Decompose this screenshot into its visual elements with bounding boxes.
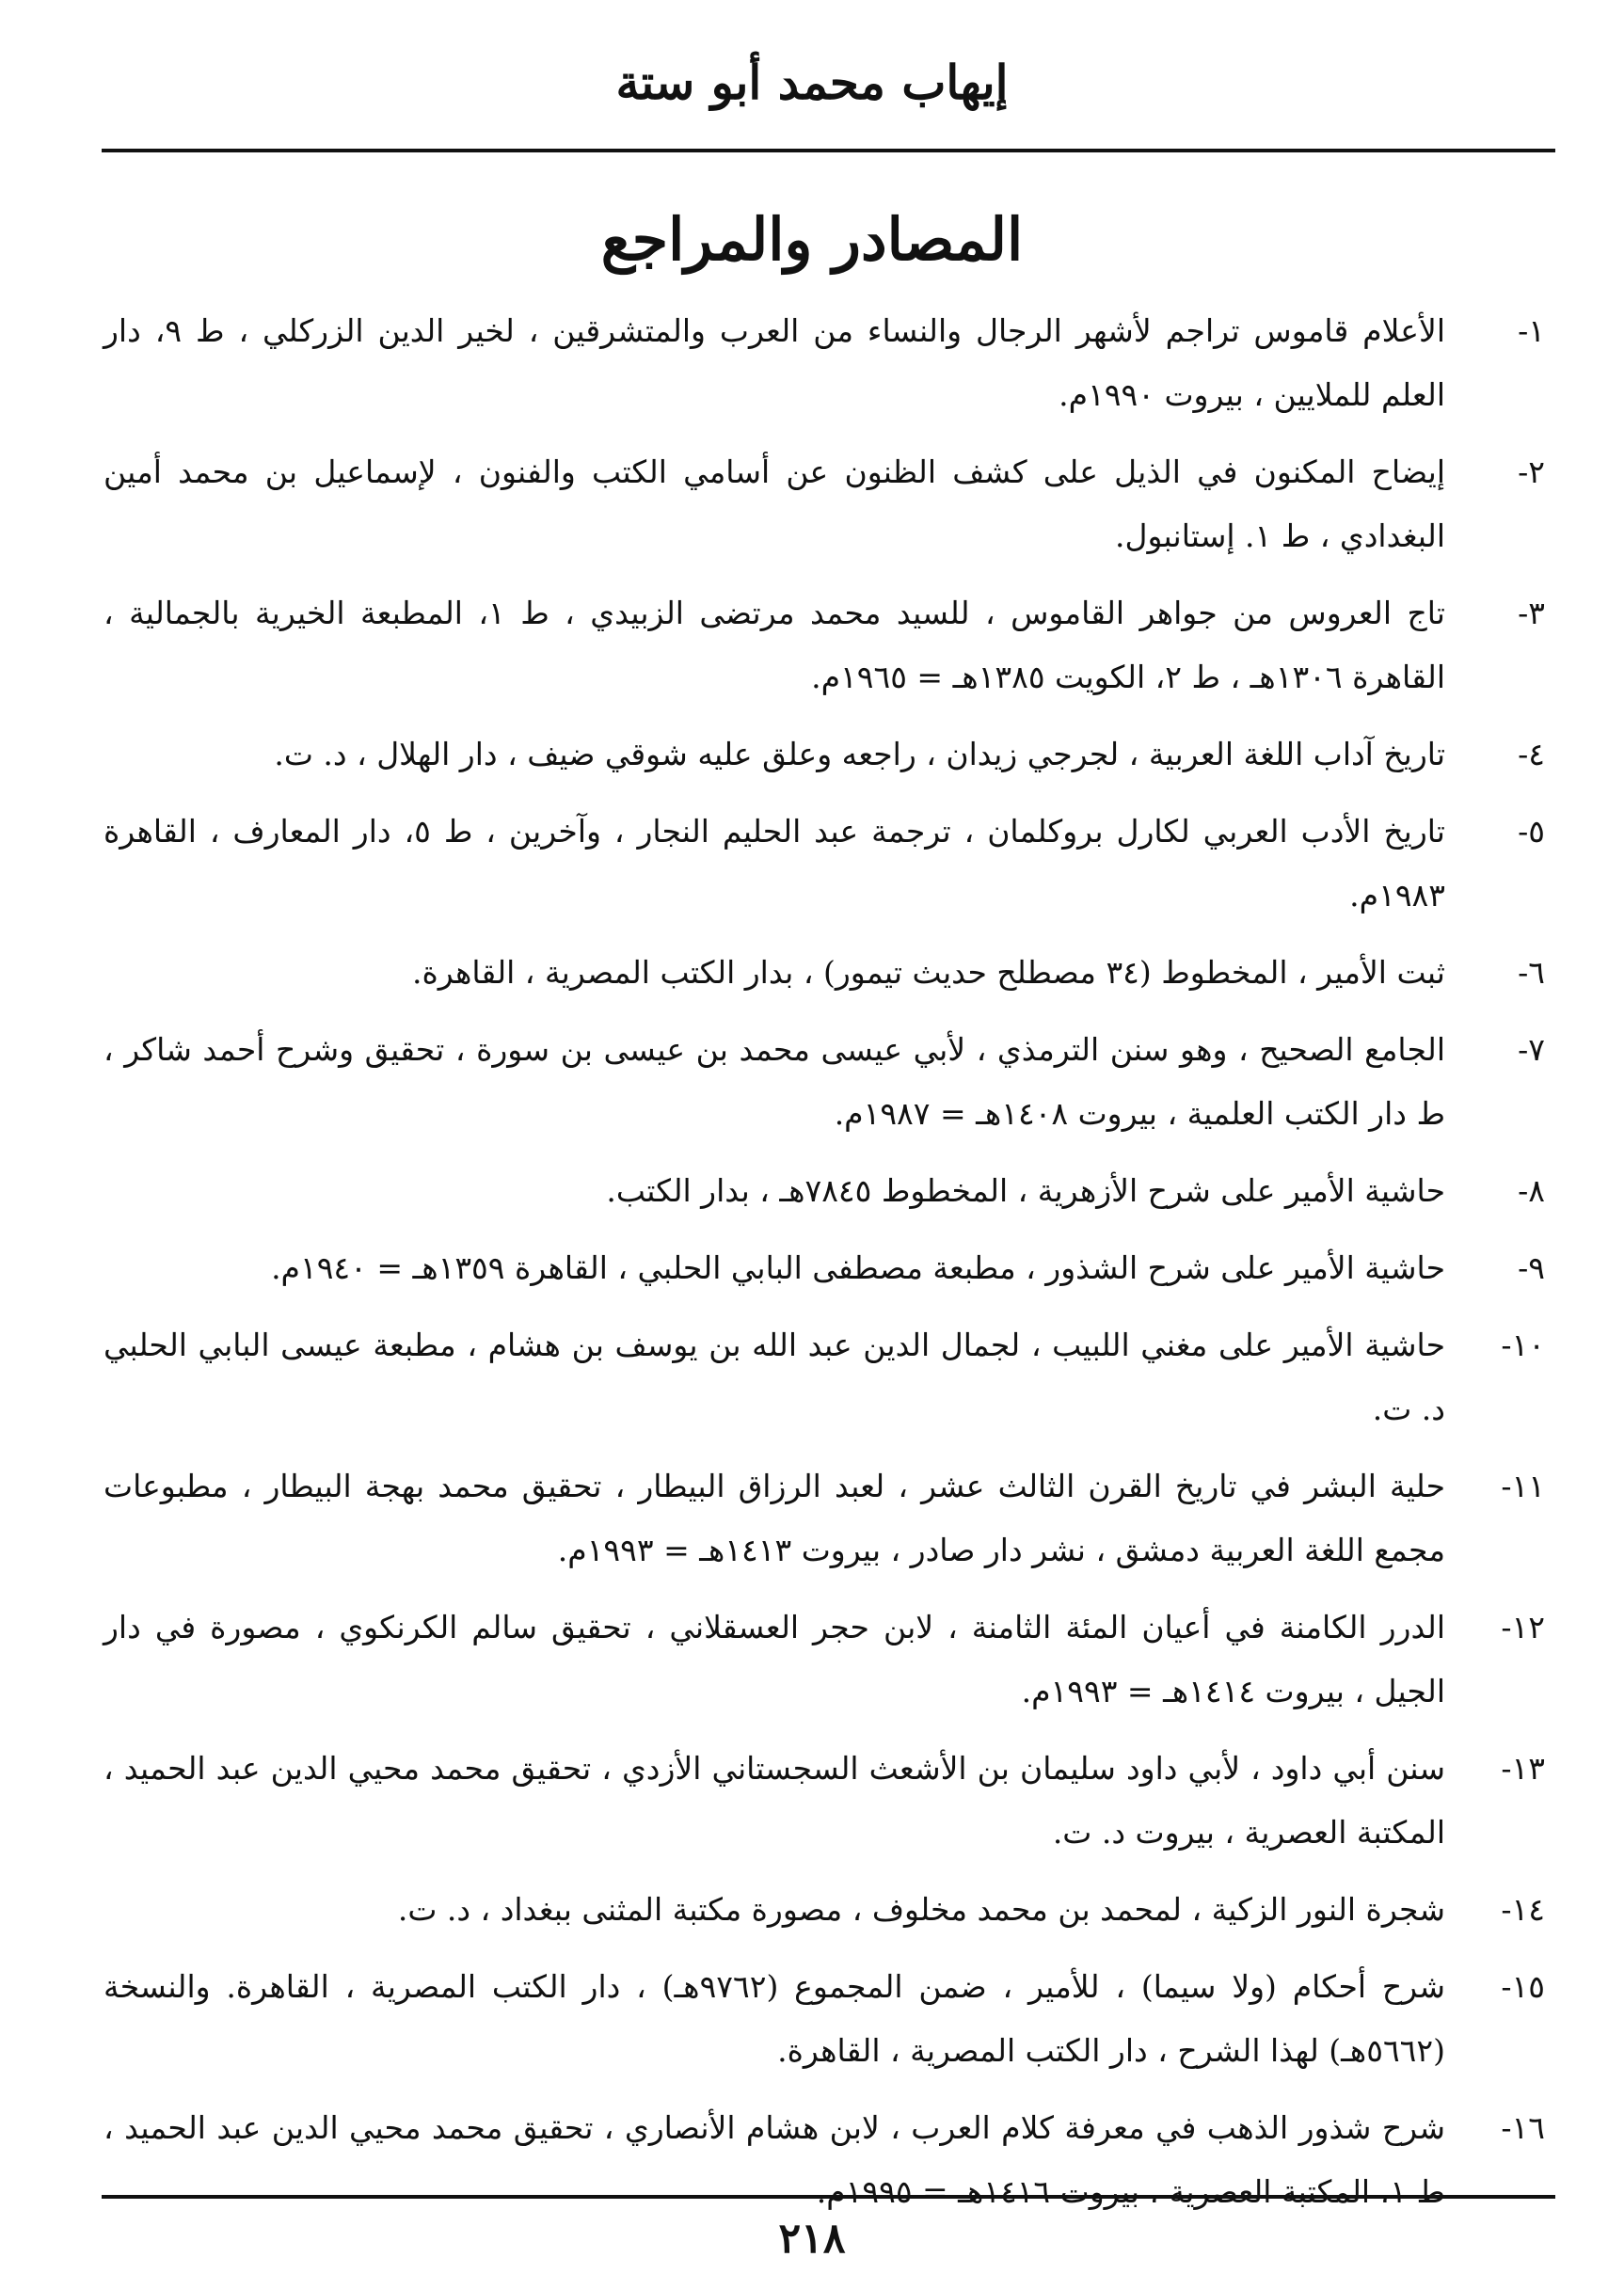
reference-item <box>103 299 1545 427</box>
reference-text: ثبت الأمير ، المخطوط (٣٤ مصطلح حديث تيمور) ، بدار الكتب المصرية ، القاهرة. <box>411 954 1445 991</box>
reference-text: الدرر الكامنة في أعيان المئة الثامنة ، لابن حجر العسقلاني ، تحقيق سالم الكرنكوي ، مصورة في دار الجيل ، بيروت ١٤١٤هـ = ١٩٩٣م. <box>103 1609 1445 1709</box>
reference-number: ٢- <box>1518 453 1545 490</box>
header-divider <box>102 149 1555 152</box>
reference-text: الجامع الصحيح ، وهو سنن الترمذي ، لأبي عيسى محمد بن عيسى بن سورة ، تحقيق وشرح أحمد شاكر ، ط دار الكتب العلمية ، بيروت ١٤٠٨هـ = ١٩٨٧م. <box>103 1031 1445 1132</box>
reference-item <box>103 2096 1545 2224</box>
reference-item <box>103 1737 1545 1865</box>
reference-number: ٩- <box>1518 1249 1545 1286</box>
reference-number: ١٥- <box>1501 1968 1545 2005</box>
reference-item <box>103 1955 1545 2083</box>
section-title: المصادر والمراجع <box>600 205 1024 274</box>
reference-number: ١١- <box>1501 1468 1545 1504</box>
reference-number: ٦- <box>1518 954 1545 991</box>
reference-text: شرح شذور الذهب في معرفة كلام العرب ، لابن هشام الأنصاري ، تحقيق محمد محيي الدين عبد الحميد ، ط ١، المكتبة العصرية ، بيروت ١٤١٦هـ = ١٩٩٥م. <box>103 2109 1445 2210</box>
reference-item <box>103 1313 1545 1441</box>
reference-text: تاريخ آداب اللغة العربية ، لجرجي زيدان ، راجعه وعلق عليه شوقي ضيف ، دار الهلال ، د. ت. <box>274 736 1445 772</box>
reference-number: ١٣- <box>1501 1750 1545 1787</box>
reference-number: ٣- <box>1518 595 1545 631</box>
reference-item <box>103 440 1545 568</box>
reference-text: حاشية الأمير على شرح الشذور ، مطبعة مصطفى البابي الحلبي ، القاهرة ١٣٥٩هـ = ١٩٤٠م. <box>271 1249 1445 1286</box>
reference-text: شرح أحكام (ولا سيما) ، للأمير ، ضمن المجموع (٩٧٦٢هـ) ، دار الكتب المصرية ، القاهرة. والنسخة (٥٦٦٢هـ) لهذا الشرح ، دار الكتب المصرية ، القاهرة. <box>103 1968 1445 2069</box>
reference-text: سنن أبي داود ، لأبي داود سليمان بن الأشعث السجستاني الأزدي ، تحقيق محمد محيي الدين عبد الحميد ، المكتبة العصرية ، بيروت د. ت. <box>103 1750 1445 1851</box>
reference-text: تاريخ الأدب العربي لكارل بروكلمان ، ترجمة عبد الحليم النجار ، وآخرين ، ط ٥، دار المعارف ، القاهرة ١٩٨٣م. <box>103 813 1445 914</box>
reference-number: ١٤- <box>1501 1891 1545 1928</box>
reference-item <box>103 1159 1545 1223</box>
reference-number: ١٢- <box>1501 1609 1545 1645</box>
reference-item <box>103 581 1545 709</box>
reference-item <box>103 941 1545 1005</box>
reference-text: حاشية الأمير على مغني اللبيب ، لجمال الدين عبد الله بن يوسف بن هشام ، مطبعة عيسى البابي الحلبي د. ت. <box>103 1327 1445 1427</box>
page-number: ٢١٨ <box>778 2215 846 2263</box>
reference-item <box>103 800 1545 928</box>
reference-number: ١- <box>1518 312 1545 349</box>
reference-number: ١٠- <box>1501 1327 1545 1363</box>
reference-text: تاج العروس من جواهر القاموس ، للسيد محمد مرتضى الزبيدي ، ط ١، المطبعة الخيرية بالجمالية ، القاهرة ١٣٠٦هـ ، ط ٢، الكويت ١٣٨٥هـ = ١٩٦٥م. <box>103 595 1445 695</box>
reference-text: إيضاح المكنون في الذيل على كشف الظنون عن أسامي الكتب والفنون ، لإسماعيل بن محمد أمين البغدادي ، ط ١. إستانبول. <box>103 453 1445 554</box>
reference-number: ٥- <box>1518 813 1545 850</box>
reference-list <box>103 299 1545 2237</box>
reference-number: ٤- <box>1518 736 1545 772</box>
reference-number: ١٦- <box>1501 2109 1545 2146</box>
footer-divider <box>102 2195 1555 2199</box>
running-header-author: إيهاب محمد أبو ستة <box>615 55 1009 110</box>
reference-number: ٧- <box>1518 1031 1545 1068</box>
reference-text: حلية البشر في تاريخ القرن الثالث عشر ، لعبد الرزاق البيطار ، تحقيق محمد بهجة البيطار ، مطبوعات مجمع اللغة العربية دمشق ، نشر دار صادر ، بيروت ١٤١٣هـ = ١٩٩٣م. <box>103 1468 1445 1568</box>
reference-item <box>103 1454 1545 1582</box>
reference-item <box>103 1878 1545 1942</box>
reference-item <box>103 1018 1545 1146</box>
reference-text: حاشية الأمير على شرح الأزهرية ، المخطوط ٧٨٤٥هـ ، بدار الكتب. <box>606 1172 1445 1209</box>
reference-item <box>103 723 1545 787</box>
reference-text: الأعلام قاموس تراجم لأشهر الرجال والنساء من العرب والمتشرقين ، لخير الدين الزركلي ، ط ٩، دار العلم للملايين ، بيروت ١٩٩٠م. <box>103 312 1445 413</box>
reference-item <box>103 1236 1545 1300</box>
reference-number: ٨- <box>1518 1172 1545 1209</box>
reference-item <box>103 1596 1545 1724</box>
reference-text: شجرة النور الزكية ، لمحمد بن محمد مخلوف ، مصورة مكتبة المثنى ببغداد ، د. ت. <box>397 1891 1445 1928</box>
